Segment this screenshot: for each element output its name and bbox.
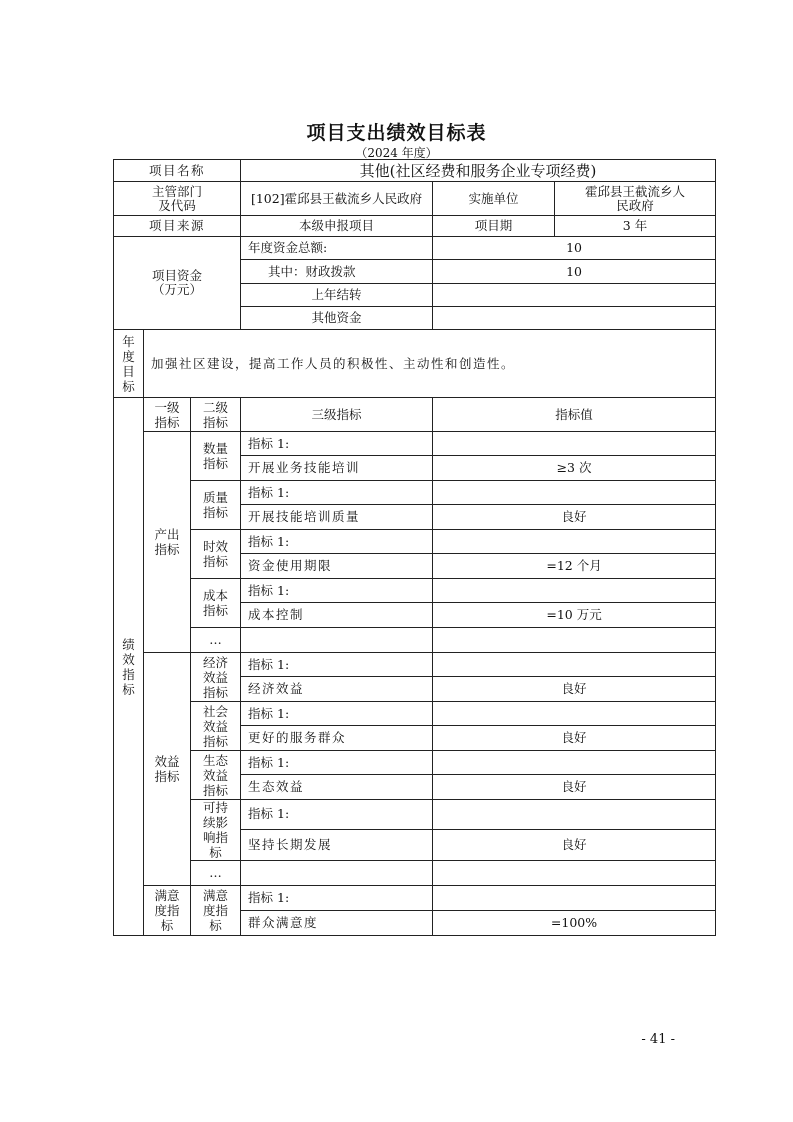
annual-goal-label: [114, 330, 144, 398]
level2-header-line1: 二级: [203, 399, 229, 415]
annual-goal-char-4: 标: [122, 378, 135, 394]
level1-header: [144, 398, 191, 432]
cost-item: 成本控制: [241, 603, 433, 628]
level1-header-line2: 指标: [154, 414, 180, 430]
sustainable-value: 良好: [433, 829, 716, 860]
quantity-item: 开展业务技能培训: [241, 456, 433, 481]
funds-other-label: 其他资金: [241, 307, 433, 330]
output-more-item: [241, 628, 433, 653]
row-ecological-placeholder: [114, 751, 716, 775]
sustainable-indicator-label: [191, 800, 241, 861]
row-social-placeholder: [114, 702, 716, 726]
department-label: [114, 182, 241, 216]
project-funds-label-line1: 项目资金: [152, 268, 203, 283]
cost-label-line2: 指标: [203, 603, 229, 618]
timeliness-placeholder-value: [433, 530, 716, 554]
cost-placeholder-value: [433, 579, 716, 603]
implementing-unit-line2: 民政府: [616, 197, 654, 213]
timeliness-item: 资金使用期限: [241, 554, 433, 579]
row-economic-placeholder: [114, 653, 716, 677]
social-item: 更好的服务群众: [241, 726, 433, 751]
quality-value: 良好: [433, 505, 716, 530]
quantity-placeholder: 指标 1:: [241, 432, 433, 456]
ecological-placeholder: 指标 1:: [241, 751, 433, 775]
year-subtitle: （2024 年度）: [355, 146, 438, 160]
perf-side-char-1: 绩: [122, 636, 135, 652]
economic-placeholder-value: [433, 653, 716, 677]
department-label-line1: 主管部门: [152, 183, 203, 199]
benefit-more-item: [241, 861, 433, 886]
satisfaction-placeholder: 指标 1:: [241, 886, 433, 911]
ecological-label-line3: 指标: [203, 782, 229, 798]
ecological-indicator-label: [191, 751, 241, 800]
row-project-name: [114, 160, 716, 182]
cost-indicator-label: [191, 579, 241, 628]
row-department: [114, 182, 716, 216]
satisfaction-level1-line3: 标: [160, 918, 174, 933]
row-timeliness-placeholder: [114, 530, 716, 554]
perf-side-char-4: 标: [122, 681, 135, 697]
satisfaction-level2-label: [191, 886, 241, 936]
ecological-value: 良好: [433, 775, 716, 800]
project-name-label: 项目名称: [114, 160, 241, 182]
social-placeholder: 指标 1:: [241, 702, 433, 726]
quality-label-line1: 质量: [203, 490, 229, 505]
funds-fiscal-label: 其中：财政拨款: [241, 260, 433, 284]
timeliness-placeholder: 指标 1:: [241, 530, 433, 554]
indicator-value-header: 指标值: [433, 398, 716, 432]
quality-item: 开展技能培训质量: [241, 505, 433, 530]
ecological-item: 生态效益: [241, 775, 433, 800]
economic-label-line3: 指标: [203, 684, 229, 700]
page-number: - 41 -: [641, 1032, 675, 1047]
sustainable-label-line3: 响指: [203, 830, 229, 845]
timeliness-indicator-label: [191, 530, 241, 579]
performance-goal-table: [113, 159, 716, 936]
department-value: [102]霍邱县王截流乡人民政府: [241, 182, 433, 216]
funds-fiscal-value: 10: [433, 260, 716, 284]
cost-value: =10 万元: [433, 603, 716, 628]
economic-indicator-label: [191, 653, 241, 702]
economic-label-line2: 效益: [203, 669, 229, 685]
satisfaction-level2-line2: 度指: [203, 903, 229, 918]
cost-placeholder: 指标 1:: [241, 579, 433, 603]
quantity-placeholder-value: [433, 432, 716, 456]
social-label-line2: 效益: [203, 718, 229, 734]
sustainable-placeholder: 指标 1:: [241, 800, 433, 830]
funds-other-value: [433, 307, 716, 330]
level1-header-line1: 一级: [154, 399, 180, 415]
output-label-line2: 指标: [154, 542, 180, 557]
benefit-label-line2: 指标: [154, 769, 180, 784]
output-more-ellipsis: …: [191, 628, 241, 653]
annual-goal-char-1: 年: [122, 333, 135, 349]
social-label-line3: 指标: [203, 733, 229, 749]
quantity-label-line1: 数量: [203, 441, 229, 456]
implementing-unit-line1: 霍邱县王截流乡人: [585, 183, 686, 199]
social-indicator-label: [191, 702, 241, 751]
sustainable-label-line1: 可持: [203, 800, 229, 815]
perf-indicator-side-label: [114, 398, 144, 936]
timeliness-label-line1: 时效: [203, 539, 229, 554]
satisfaction-level1-line1: 满意: [154, 888, 180, 903]
ecological-label-line1: 生态: [203, 752, 229, 768]
project-period-label: 项目期: [433, 216, 555, 237]
benefit-more-ellipsis: …: [191, 861, 241, 886]
sustainable-placeholder-value: [433, 800, 716, 830]
project-period-value: 3 年: [555, 216, 716, 237]
row-benefit-more: [114, 861, 716, 886]
social-placeholder-value: [433, 702, 716, 726]
perf-side-char-3: 指: [122, 666, 135, 682]
satisfaction-value: =100%: [433, 911, 716, 936]
level3-header: 三级指标: [241, 398, 433, 432]
row-perf-header: [114, 398, 716, 432]
row-satisfaction-placeholder: [114, 886, 716, 911]
row-project-source: [114, 216, 716, 237]
project-funds-label: [114, 237, 241, 330]
satisfaction-item: 群众满意度: [241, 911, 433, 936]
timeliness-label-line2: 指标: [203, 554, 229, 569]
economic-label-line1: 经济: [203, 654, 229, 670]
quality-placeholder: 指标 1:: [241, 481, 433, 505]
perf-side-char-2: 效: [122, 651, 135, 667]
economic-item: 经济效益: [241, 677, 433, 702]
project-funds-label-line2: （万元）: [152, 282, 203, 297]
funds-carryover-label: 上年结转: [241, 284, 433, 307]
social-value: 良好: [433, 726, 716, 751]
benefit-more-value: [433, 861, 716, 886]
ecological-label-line2: 效益: [203, 767, 229, 783]
implementing-unit-label: 实施单位: [433, 182, 555, 216]
satisfaction-placeholder-value: [433, 886, 716, 911]
project-source-value: 本级申报项目: [241, 216, 433, 237]
sustainable-label-line4: 标: [209, 845, 222, 860]
project-source-label: 项目来源: [114, 216, 241, 237]
satisfaction-level1-label: [144, 886, 191, 936]
quantity-indicator-label: [191, 432, 241, 481]
economic-value: 良好: [433, 677, 716, 702]
output-more-value: [433, 628, 716, 653]
ecological-placeholder-value: [433, 751, 716, 775]
implementing-unit-value: [555, 182, 716, 216]
row-quality-placeholder: [114, 481, 716, 505]
funds-total-label: 年度资金总额:: [241, 237, 433, 260]
cost-label-line1: 成本: [203, 588, 229, 603]
row-annual-goal: [114, 330, 716, 398]
annual-goal-text: 加强社区建设，提高工作人员的积极性、主动性和创造性。: [144, 330, 716, 398]
economic-placeholder: 指标 1:: [241, 653, 433, 677]
annual-goal-char-2: 度: [122, 348, 135, 364]
level2-header-line2: 指标: [203, 414, 229, 430]
sustainable-item: 坚持长期发展: [241, 829, 433, 860]
row-quantity-placeholder: [114, 432, 716, 456]
output-label-line1: 产出: [154, 527, 180, 542]
funds-total-value: 10: [433, 237, 716, 260]
satisfaction-level2-line1: 满意: [203, 888, 229, 903]
timeliness-value: =12 个月: [433, 554, 716, 579]
row-cost-placeholder: [114, 579, 716, 603]
row-funds-total: [114, 237, 716, 260]
project-name-value: 其他(社区经费和服务企业专项经费): [241, 160, 716, 182]
row-sustainable-placeholder: [114, 800, 716, 830]
quality-label-line2: 指标: [203, 505, 229, 520]
output-indicator-label: [144, 432, 191, 653]
quantity-value: ≥3 次: [433, 456, 716, 481]
level2-header: [191, 398, 241, 432]
department-label-line2: 及代码: [158, 197, 196, 213]
sustainable-label-line2: 续影: [203, 815, 229, 830]
row-output-more: [114, 628, 716, 653]
funds-carryover-value: [433, 284, 716, 307]
benefit-indicator-label: [144, 653, 191, 886]
quality-indicator-label: [191, 481, 241, 530]
social-label-line1: 社会: [203, 703, 229, 719]
satisfaction-level1-line2: 度指: [154, 903, 180, 918]
satisfaction-level2-line3: 标: [209, 918, 222, 933]
page-title: 项目支出绩效目标表: [306, 122, 487, 144]
quantity-label-line2: 指标: [203, 456, 229, 471]
quality-placeholder-value: [433, 481, 716, 505]
benefit-label-line1: 效益: [154, 754, 180, 769]
annual-goal-char-3: 目: [122, 363, 135, 379]
